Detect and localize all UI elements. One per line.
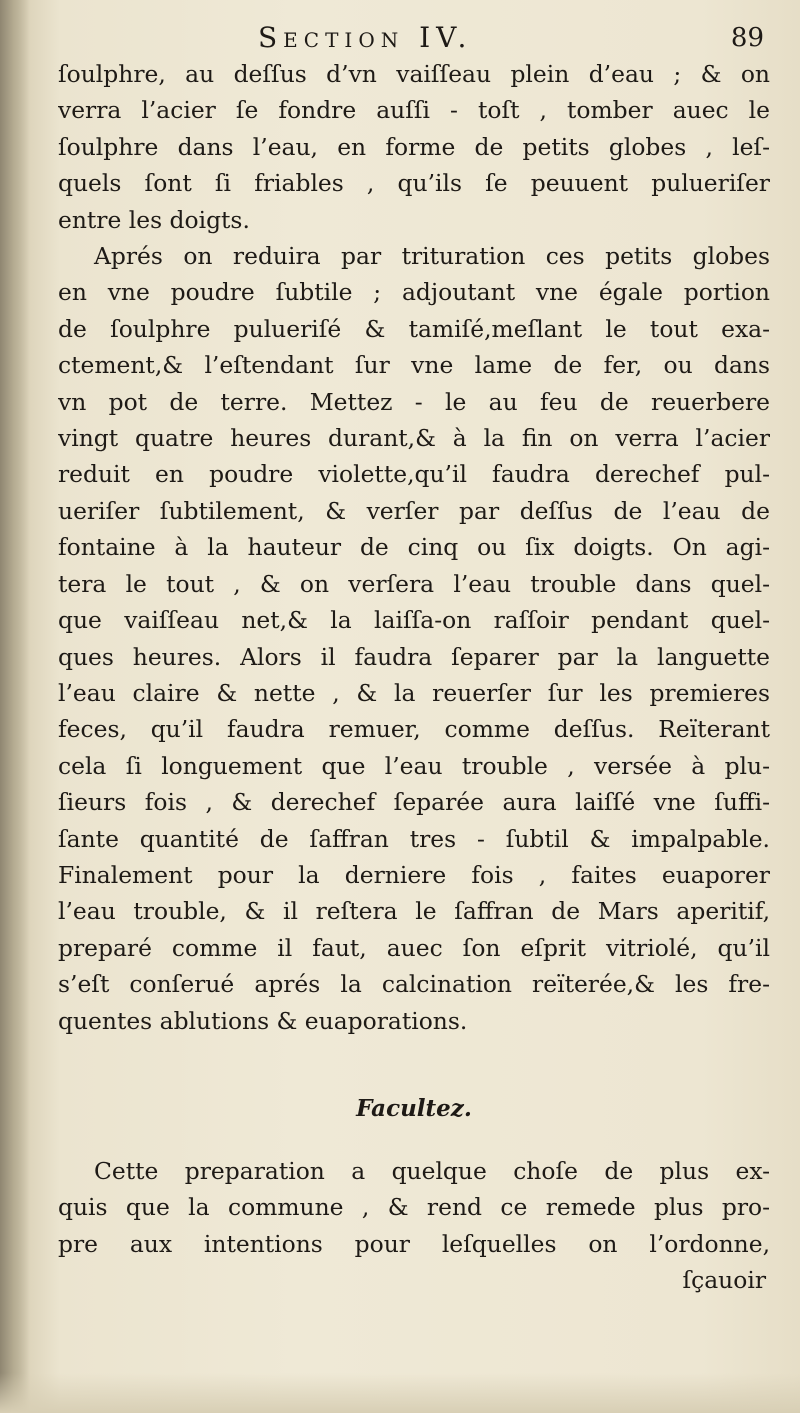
text-line: que vaiſſeau net,& la laiſſa-on raſſoir pendant quel- (58, 606, 770, 635)
paragraph-1 (58, 56, 770, 238)
text-line: de ſoulphre pulueriſé & tamiſé,meſlant le tout exa- (58, 314, 770, 343)
text-line: ſoulphre dans l’eau, en forme de petits globes , leſ- (58, 132, 770, 161)
text-line: Aprés on reduira par trituration ces petits globes (94, 242, 770, 271)
text-line: ueriſer ſubtilement, & verſer par deſſus de l’eau de (58, 496, 770, 525)
text-line: pre aux intentions pour leſquelles on l’ordonne, (58, 1229, 770, 1258)
text-line: verra l’acier ſe fondre auſſi - toſt , tomber auec le (58, 96, 770, 125)
text-line: l’eau claire & nette , & la reuerſer ſur les premieres (58, 678, 770, 707)
text-line: fontaine à la hauteur de cinq ou ſix doigts. On agi- (58, 533, 770, 562)
text-line: vingt quatre heures durant,& à la fin on verra l’acier (58, 424, 770, 453)
text-line: ctement,& l’eſtendant ſur vne lame de fer, ou dans (58, 351, 770, 380)
paragraph-3 (58, 1153, 770, 1262)
text-line: ques heures. Alors il faudra ſeparer par la languette (58, 642, 770, 671)
text-line: ſante quantité de ſaffran tres - ſubtil & impalpable. (58, 824, 770, 853)
text-line: feces, qu’il faudra remuer, comme deſſus. Reïterant (58, 715, 770, 744)
text-block (58, 20, 770, 1299)
text-line: ſoulphre, au deſſus d’vn vaiſſeau plein d’eau ; & on (58, 60, 770, 88)
text-line: quentes ablutions & euaporations. (58, 1006, 468, 1035)
text-line: l’eau trouble, & il reſtera le ſaffran de Mars aperitif, (58, 897, 770, 926)
text-line: en vne poudre ſubtile ; adjoutant vne égale portion (58, 278, 770, 307)
text-line: s’eſt conſerué aprés la calcination reïterée,& les fre- (58, 970, 770, 999)
page-bottom-shading (0, 1373, 800, 1413)
text-line: preparé comme il faut, auec ſon eſprit vitriolé, qu’il (58, 933, 770, 962)
paragraph-2 (58, 238, 770, 1039)
binding-gutter-shadow (0, 0, 30, 1413)
spacer (58, 1131, 770, 1153)
catchword: ſçauoir (682, 1266, 766, 1295)
text-line: entre les doigts. (58, 205, 250, 234)
text-line: vn pot de terre. Mettez - le au feu de reuerbere (58, 387, 770, 416)
running-head (58, 20, 770, 56)
text-line: Finalement pour la derniere fois , faites euaporer (58, 860, 770, 889)
text-line: quis que la commune , & rend ce remede plus pro- (58, 1193, 770, 1222)
text-line: tera le tout , & on verſera l’eau trouble dans quel- (58, 569, 770, 598)
section-title: Section IV. (258, 21, 473, 54)
text-line: ſieurs fois , & derechef ſeparée aura laiſſé vne ſuffi- (58, 788, 770, 817)
section-subheading: Facultez. (356, 1094, 472, 1122)
page-number: 89 (730, 23, 764, 53)
text-line: quels ſont ſi friables , qu’ils ſe peuuent pulueriſer (58, 169, 770, 198)
text-line: reduit en poudre violette,qu’il faudra derechef pul- (58, 460, 770, 489)
text-line: Cette preparation a quelque choſe de plus ex- (94, 1156, 770, 1185)
text-line: cela ſi longuement que l’eau trouble , versée à plu- (58, 751, 770, 780)
